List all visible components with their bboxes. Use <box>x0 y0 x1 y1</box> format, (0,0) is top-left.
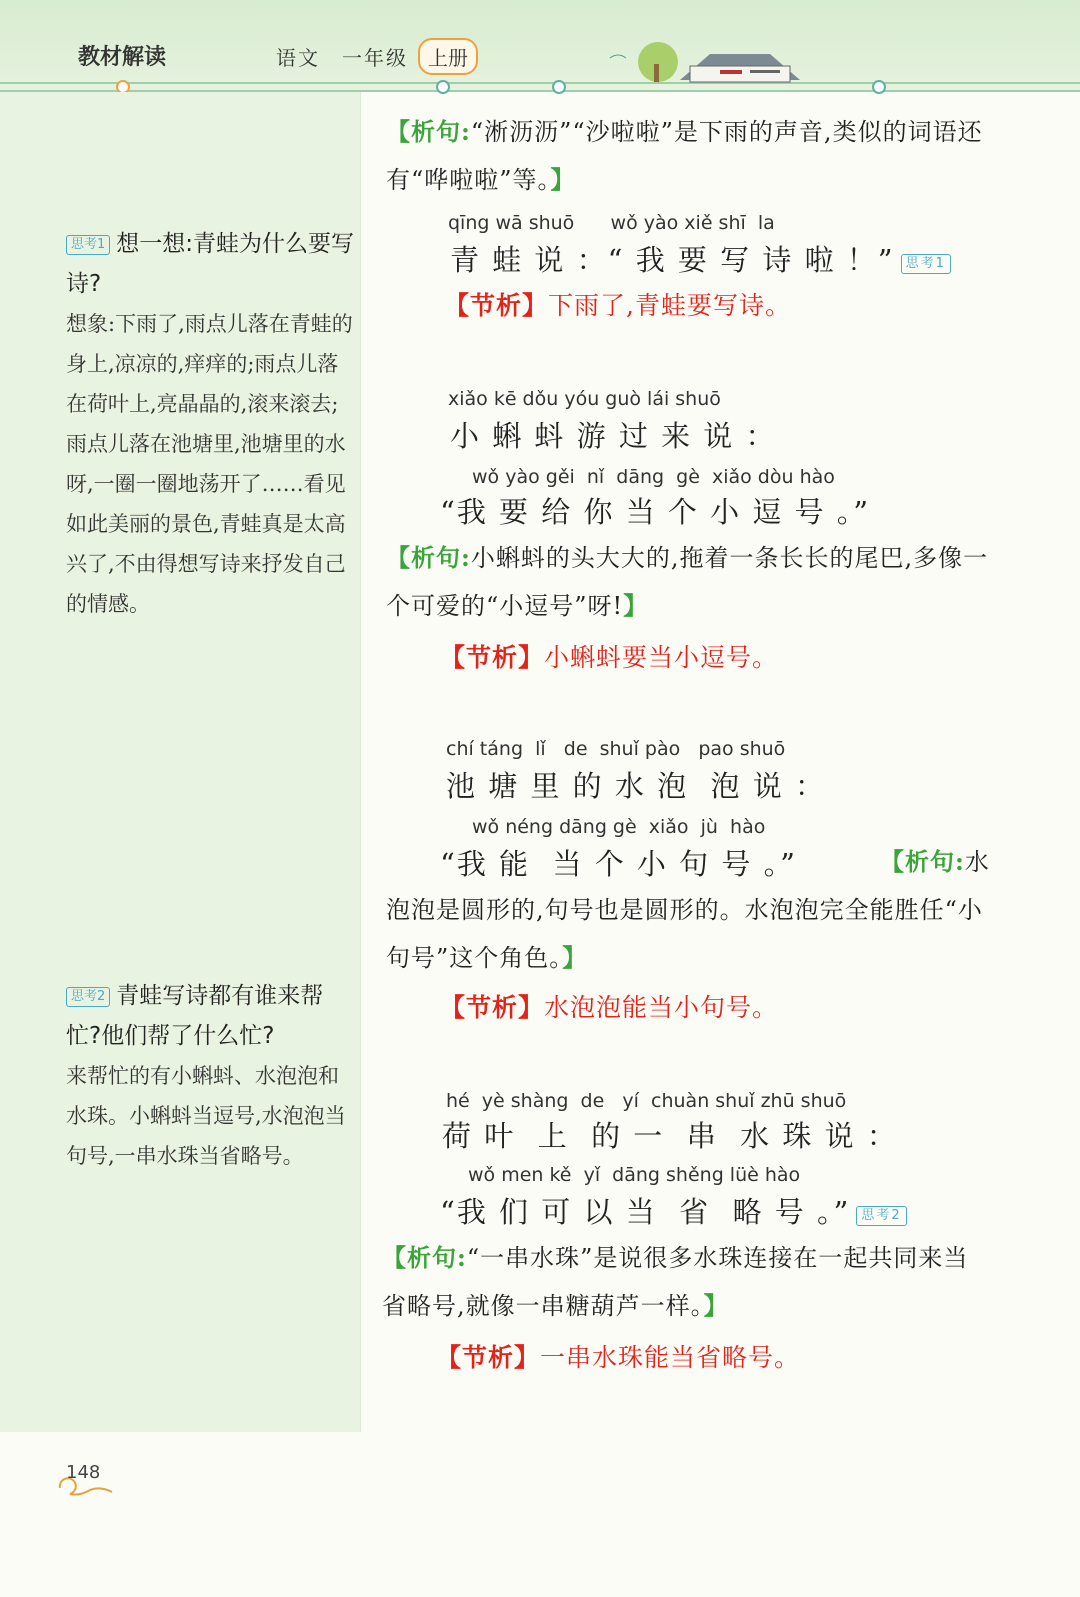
think-note-1 <box>66 224 358 624</box>
section-text: 水泡泡能当小句号。 <box>544 993 779 1022</box>
think-tag: 思考2 <box>856 1206 906 1226</box>
section-note-1 <box>444 282 791 330</box>
pinyin-line: wǒ néng dāng gè xiǎo jù hào <box>472 816 766 838</box>
section-label: 【节析】 <box>440 993 545 1022</box>
book-title: 教材解读 <box>78 45 167 70</box>
pinyin-line: qīng wā shuō wǒ yào xiě shī la <box>448 212 775 234</box>
poem-text: “我 们 可 以 当 省 略 号 。” <box>440 1195 851 1229</box>
section-note-4 <box>436 1334 800 1382</box>
section-text: 一串水珠能当省略号。 <box>540 1343 801 1372</box>
analysis-2 <box>386 534 992 630</box>
analysis-close: 】 <box>703 1291 729 1320</box>
header-dot <box>552 80 566 94</box>
question-text: 想一想:青蛙为什么要写诗? <box>66 231 355 297</box>
poem-line: 池 塘 里 的 水 泡 泡 说 ： <box>446 769 826 803</box>
pinyin-line: wǒ yào gěi nǐ dāng gè xiǎo dòu hào <box>472 466 835 488</box>
think-note-2 <box>66 976 358 1176</box>
header-divider <box>0 82 1080 92</box>
header-dot <box>872 80 886 94</box>
pinyin-line: hé yè shàng de yí chuàn shuǐ zhū shuō <box>446 1090 847 1112</box>
pinyin-line: chí táng lǐ de shuǐ pào pao shuō <box>446 738 786 760</box>
analysis-label: 【析句: <box>386 543 471 572</box>
analysis-text: “淅沥沥”“沙啦啦”是下雨的声音,类似的词语还有“哗啦啦”等。 <box>386 118 983 194</box>
house-tree-illustration <box>600 40 820 84</box>
note-answer: 来帮忙的有小蝌蚪、水泡泡和水珠。小蝌蚪当逗号,水泡泡当句号,一串水珠当省略号。 <box>66 1064 346 1168</box>
poem-line: “我 能 当 个 小 句 号 。” <box>440 847 797 881</box>
header-dot <box>436 80 450 94</box>
analysis-close: 】 <box>550 165 576 194</box>
poem-line: 小 蝌 蚪 游 过 来 说 ： <box>450 419 777 453</box>
note-question <box>66 224 358 304</box>
analysis-text: 水泡泡是圆形的,句号也是圆形的。水泡泡完全能胜任“小句号”这个角色。 <box>386 848 990 972</box>
analysis-text: “一串水珠”是说很多水珠连接在一起共同来当省略号,就像一串糖葫芦一样。 <box>382 1244 969 1320</box>
analysis-label: 【析句: <box>880 847 965 876</box>
analysis-label: 【析句: <box>386 117 471 146</box>
note-question <box>66 976 358 1056</box>
section-label: 【节析】 <box>436 1343 541 1372</box>
subject-grade: 语文 一年级 <box>276 46 408 70</box>
analysis-close: 】 <box>562 943 588 972</box>
analysis-1 <box>386 108 992 204</box>
poem-line: 荷 叶 上 的 一 串 水 珠 说 ： <box>442 1119 898 1153</box>
volume-badge: 上册 <box>418 38 478 75</box>
analysis-text: 小蝌蚪的头大大的,拖着一条长长的尾巴,多像一个可爱的“小逗号”呀! <box>386 544 989 620</box>
poem-line <box>450 238 957 279</box>
poem-text: 青 蛙 说 ：“ 我 要 写 诗 啦 ！” <box>450 243 895 277</box>
pinyin-line: xiǎo kē dǒu yóu guò lái shuō <box>448 388 721 410</box>
analysis-close: 】 <box>623 591 649 620</box>
section-note-2 <box>440 634 778 682</box>
section-note-3 <box>440 984 778 1032</box>
analysis-label: 【析句: <box>382 1243 467 1272</box>
section-label: 【节析】 <box>440 643 545 672</box>
page-number: 148 <box>66 1462 101 1483</box>
analysis-3 <box>386 838 992 982</box>
question-text: 青蛙写诗都有谁来帮忙?他们帮了什么忙? <box>66 983 324 1049</box>
section-text: 小蝌蚪要当小逗号。 <box>544 643 779 672</box>
think-tag: 思考2 <box>66 987 110 1007</box>
section-text: 下雨了,青蛙要写诗。 <box>548 291 791 320</box>
analysis-4 <box>382 1234 992 1330</box>
poem-line: “我 要 给 你 当 个 小 逗 号 。” <box>440 495 871 529</box>
section-label: 【节析】 <box>444 291 549 320</box>
think-tag: 思考1 <box>66 235 110 255</box>
think-tag: 思考1 <box>901 254 951 274</box>
note-answer: 想象:下雨了,雨点儿落在青蛙的身上,凉凉的,痒痒的;雨点儿落在荷叶上,亮晶晶的,滚来滚去;雨点儿落在池塘里,池塘里的水呀,一圈一圈地荡开了……看见如此美丽的景色,青蛙真是太高兴了,不由得想写诗来抒发自己的情感。 <box>66 312 353 616</box>
poem-line <box>440 1190 913 1231</box>
pinyin-line: wǒ men kě yǐ dāng shěng lüè hào <box>468 1164 801 1186</box>
